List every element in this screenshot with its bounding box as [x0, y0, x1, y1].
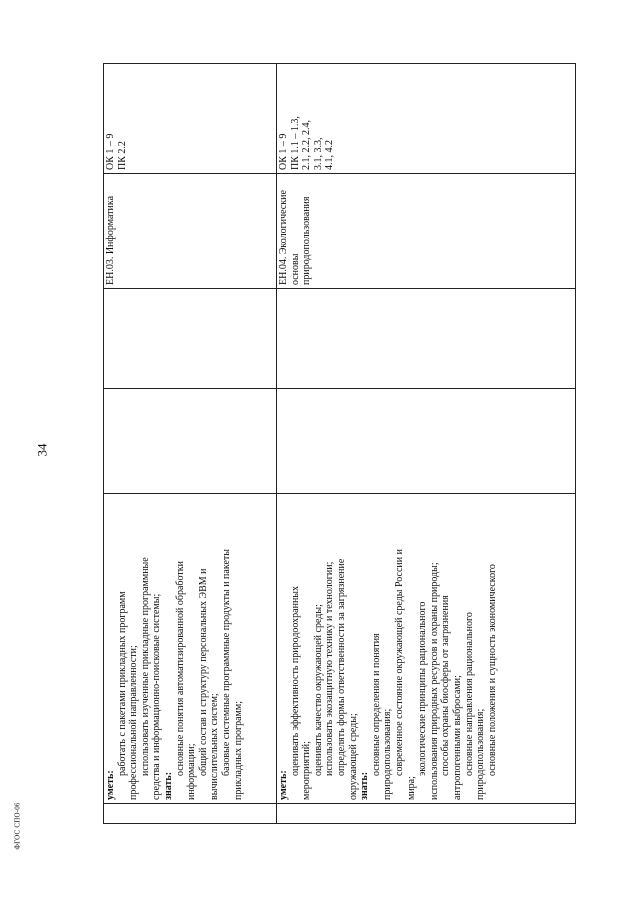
competences-cell	[104, 494, 277, 804]
competence-line: уметь:	[278, 770, 289, 800]
table-row	[277, 64, 576, 824]
competence-line: знать:	[359, 771, 371, 800]
competence-line: антропогенными выбросами;	[451, 675, 463, 800]
competence-line: основные положения и сущность экономического	[486, 564, 498, 776]
hours-max-cell	[104, 389, 277, 494]
rotated-page	[103, 64, 583, 824]
footer-code: ФГОС СПО-06	[13, 802, 22, 850]
competence-line: уметь:	[105, 770, 116, 800]
competence-line: работать с пакетами прикладных программ	[116, 591, 128, 776]
competence-line: оценивать эффективность природоохранных	[289, 585, 301, 776]
competence-line: базовые системные программные продукты и пакеты	[220, 549, 232, 776]
hours-required-cell	[104, 289, 277, 389]
curriculum-table	[103, 63, 576, 824]
competence-line: основные направления рационального	[463, 612, 475, 776]
competences-list	[278, 497, 498, 800]
code-line: ПК 2.2	[116, 141, 128, 170]
table-row	[104, 64, 277, 824]
competence-line: знать:	[162, 771, 174, 800]
code-line: ОК 1 – 9	[278, 133, 289, 170]
competence-line: использовать изученные прикладные программные	[139, 557, 151, 776]
page-number: 34	[34, 443, 50, 457]
code-line: ОК 1 – 9	[105, 133, 116, 170]
competence-line: способы охраны биосферы от загрязнения	[440, 595, 452, 776]
code-line: 3.1, 3.3,	[312, 137, 324, 170]
competence-line: экологические принципы рационального	[417, 601, 429, 776]
discipline-cell: ЕН.04. Экологические основы природопользования	[277, 174, 576, 289]
codes-cell	[104, 64, 277, 174]
competence-line: оценивать качество окружающей среды;	[312, 604, 324, 776]
competence-line: профессиональной направленности;	[128, 645, 140, 800]
codes-cell	[277, 64, 576, 174]
competence-line: современное состояние окружающей среды России и	[393, 549, 405, 776]
code-line: 4.1, 4.2	[324, 140, 336, 170]
hours-required-cell	[277, 289, 576, 389]
competence-line: природопользования;	[475, 708, 487, 800]
competence-line: вычислительных систем;	[209, 693, 221, 800]
competence-line: мероприятий;	[301, 741, 313, 800]
competence-line: средства и информационно-поисковые системы;	[151, 593, 163, 800]
competence-line: окружающей среды;	[347, 713, 359, 800]
codes-list	[278, 67, 336, 170]
competence-line: прикладных программ;	[232, 701, 244, 800]
competence-line: общий состав и структуру персональных ЭВМ и	[197, 568, 209, 776]
competence-line: основные понятия автоматизированной обработки	[174, 561, 186, 776]
index-cell	[104, 804, 277, 824]
competence-line: определять формы ответственности за загрязнение	[335, 558, 347, 776]
competence-line: информации;	[186, 743, 198, 800]
code-line: 2.1, 2.2, 2.4,	[301, 120, 313, 170]
codes-list	[105, 67, 128, 170]
competences-list	[105, 497, 244, 800]
competences-cell	[277, 494, 576, 804]
index-cell	[277, 804, 576, 824]
hours-max-cell	[277, 389, 576, 494]
competence-line: природопользования;	[382, 708, 394, 800]
code-line: ПК 1.1 – 1.3,	[289, 116, 301, 170]
competence-line: использовать экозащитную технику и технологии;	[324, 561, 336, 776]
competence-line: мира;	[405, 776, 417, 800]
competence-line: основные определения и понятия	[370, 633, 382, 776]
discipline-cell: ЕН.03. Информатика	[104, 174, 277, 289]
competence-line: использования природных ресурсов и охраны природы;	[428, 562, 440, 800]
